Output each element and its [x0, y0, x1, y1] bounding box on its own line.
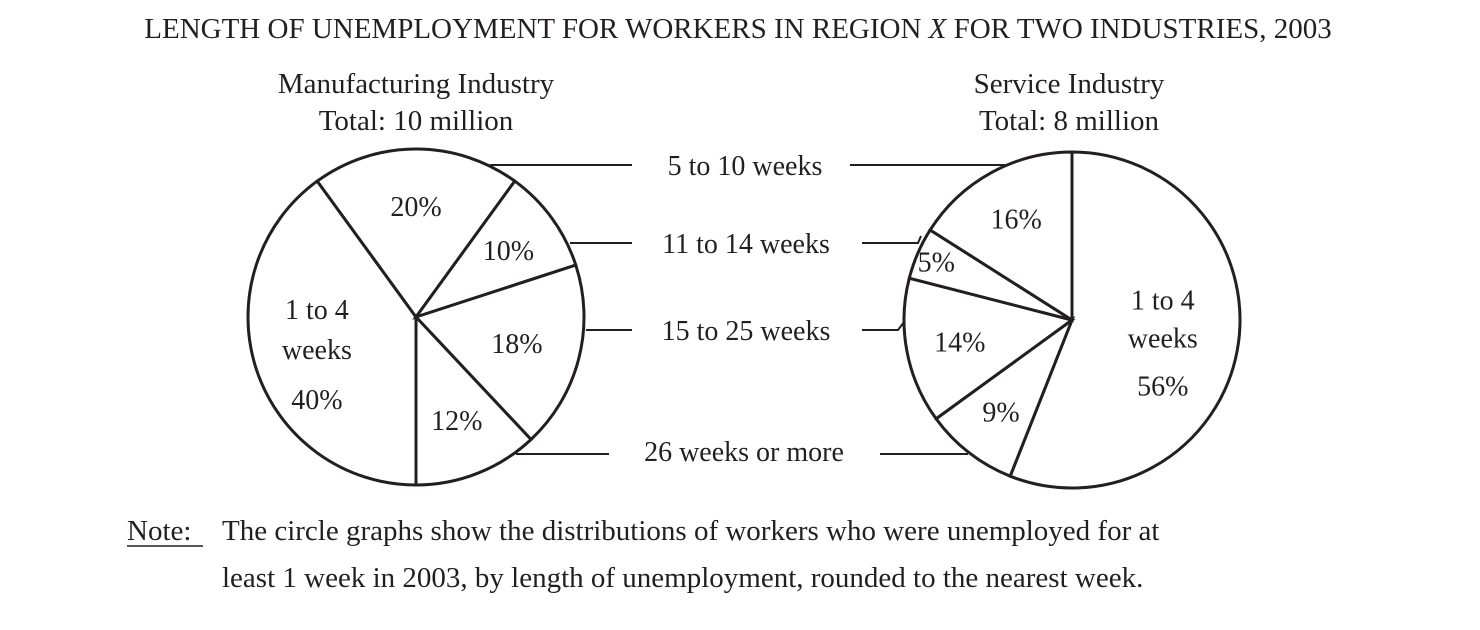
manufacturing-slice-label-26-weeks-or-more: 12%	[431, 406, 483, 438]
service-slice-label-26-weeks-or-more: 9%	[982, 397, 1020, 429]
service-slice-category-1-to-4-weeks-line-1: 1 to 4	[1130, 285, 1195, 317]
manufacturing-pie-total: Total: 10 million	[318, 105, 514, 137]
manufacturing-pie	[248, 149, 584, 485]
manufacturing-slice-label-5-to-10-weeks: 20%	[390, 192, 442, 224]
note-line-1: The circle graphs show the distributions of workers who were unemployed for at	[222, 515, 1160, 547]
manufacturing-slice-label-11-to-14-weeks: 10%	[482, 235, 535, 267]
chart-title	[144, 13, 1331, 45]
service-pie-total: Total: 8 million	[978, 105, 1160, 137]
service-slice-label-5-to-10-weeks: 16%	[990, 204, 1042, 236]
chart-title-part-2: FOR TWO INDUSTRIES, 2003	[946, 13, 1332, 45]
service-slice-label-15-to-25-weeks: 14%	[934, 327, 986, 359]
legend-label-5to10: 5 to 10 weeks	[667, 151, 823, 182]
manufacturing-slice-label-15-to-25-weeks: 18%	[491, 328, 543, 360]
manufacturing-pie-title: Manufacturing Industry	[277, 68, 555, 100]
leader-11to14-right	[862, 236, 921, 243]
manufacturing-slice-label-1-to-4-weeks: 40%	[291, 385, 343, 417]
service-pie	[904, 152, 1240, 488]
service-slice-label-1-to-4-weeks: 56%	[1137, 371, 1189, 403]
chart-title-part-1: LENGTH OF UNEMPLOYMENT FOR WORKERS IN REGION	[144, 13, 929, 45]
chart-title-region-x: X	[928, 13, 947, 45]
service-pie-title: Service Industry	[973, 68, 1165, 100]
service-slice-label-11-to-14-weeks: 5%	[917, 247, 955, 279]
service-slice-category-1-to-4-weeks-line-2: weeks	[1127, 323, 1198, 355]
legend-label-15to25: 15 to 25 weeks	[661, 316, 831, 347]
manufacturing-slice-category-1-to-4-weeks-line-1: 1 to 4	[285, 295, 349, 327]
note-line-2: least 1 week in 2003, by length of unemployment, rounded to the nearest week.	[222, 562, 1144, 594]
legend-label-11to14: 11 to 14 weeks	[662, 229, 830, 260]
note-heading: Note:	[127, 515, 192, 547]
legend-label-26plus: 26 weeks or more	[644, 437, 844, 468]
leader-15to25-right	[862, 322, 904, 330]
manufacturing-slice-category-1-to-4-weeks-line-2: weeks	[281, 335, 352, 367]
